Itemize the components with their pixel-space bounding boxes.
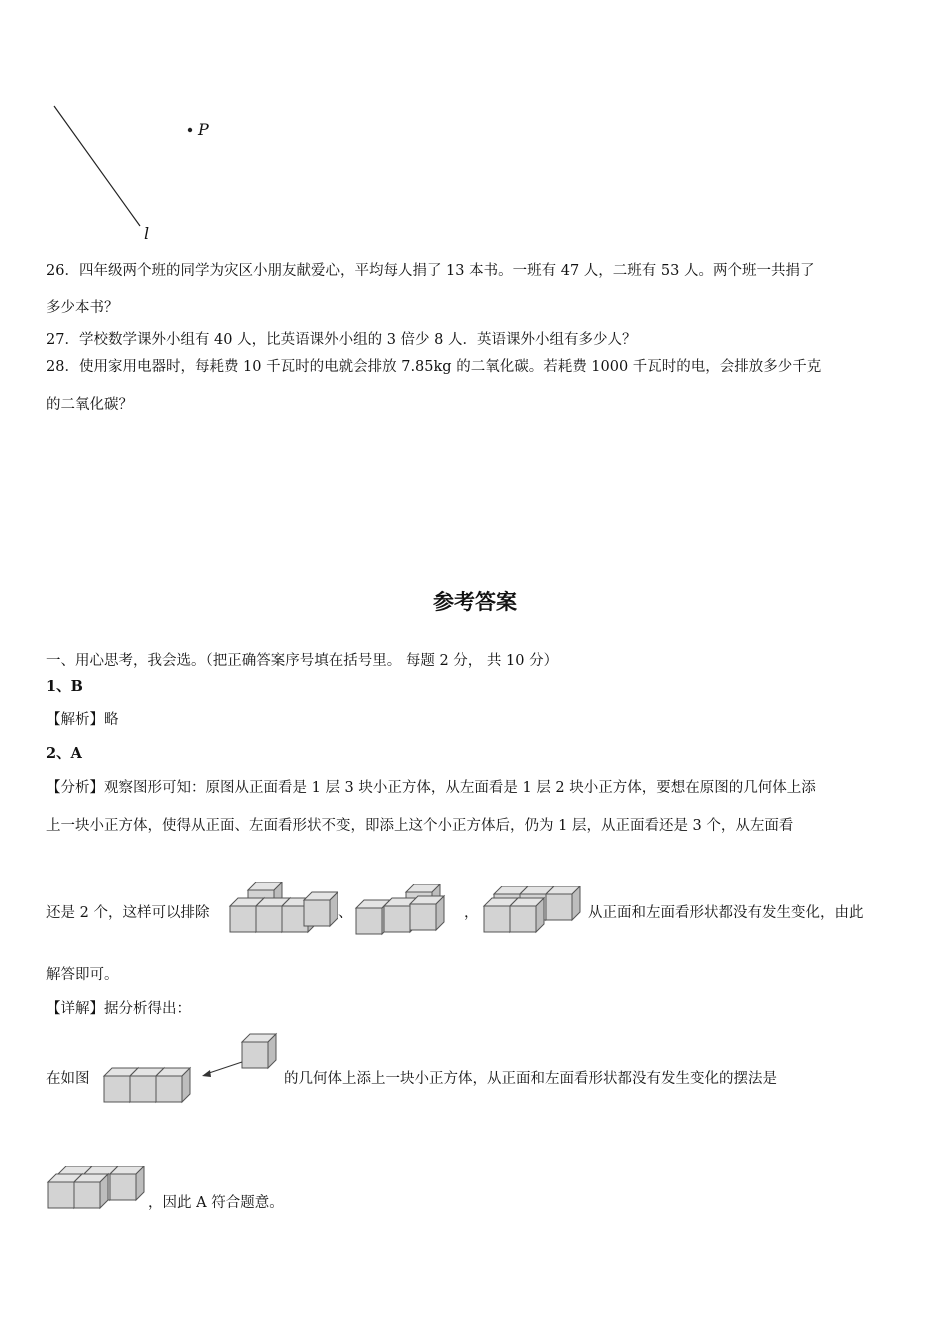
detail-text-post: 的几何体上添上一块小正方体，从正面和左面看形状都没有发生变化的摆法是 bbox=[284, 1071, 777, 1087]
cube-figure-option-1 bbox=[228, 882, 338, 934]
section-1-heading: 一、用心思考，我会选。（把正确答案序号填在括号里。 每题 2 分， 共 10 分） bbox=[46, 653, 559, 669]
point-p-label: P bbox=[198, 120, 209, 139]
answer-1-analysis: 【解析】略 bbox=[46, 712, 119, 728]
line-point-figure bbox=[48, 100, 248, 250]
answer-2-analysis-line3-post: 从正面和左面看形状都没有发生变化，由此 bbox=[588, 905, 864, 921]
answer-2-analysis-line4: 解答即可。 bbox=[46, 967, 119, 983]
cube-figure-answer bbox=[46, 1166, 156, 1212]
cube-figure-original bbox=[100, 1030, 285, 1105]
question-26-line2: 多少本书？ bbox=[46, 300, 119, 316]
answer-2: 2、A bbox=[46, 745, 82, 762]
cube-figure-option-2 bbox=[354, 884, 464, 936]
separator-1: 、 bbox=[338, 905, 353, 921]
answers-title: 参考答案 bbox=[433, 590, 517, 614]
question-28-line2: 的二氧化碳？ bbox=[46, 397, 133, 413]
question-26-line1: 26．四年级两个班的同学为灾区小朋友献爱心，平均每人捐了 13 本书。一班有 47 人，二班有 53 人。两个班一共捐了 bbox=[46, 263, 815, 279]
answer-2-analysis-line1: 【分析】观察图形可知：原图从正面看是 1 层 3 块小正方体，从左面看是 1 层 2 块小正方体，要想在原图的几何体上添 bbox=[46, 780, 816, 796]
separator-2: ， bbox=[464, 905, 479, 921]
conclusion-text: ，因此 A 符合题意。 bbox=[148, 1195, 284, 1211]
detail-heading: 【详解】据分析得出： bbox=[46, 1001, 191, 1017]
answer-1: 1、B bbox=[46, 678, 83, 695]
question-28-line1: 28．使用家用电器时，每耗费 10 千瓦时的电就会排放 7.85kg 的二氧化碳。若耗费 1000 千瓦时的电，会排放多少千克 bbox=[46, 359, 822, 375]
cube-figure-option-3 bbox=[482, 886, 592, 938]
answer-2-analysis-line3-pre: 还是 2 个，这样可以排除 bbox=[46, 905, 210, 921]
answer-2-analysis-line2: 上一块小正方体，使得从正面、左面看形状不变，即添上这个小正方体后，仍为 1 层，从正面看还是 3 个，从左面看 bbox=[46, 818, 794, 834]
question-27: 27．学校数学课外小组有 40 人，比英语课外小组的 3 倍少 8 人．英语课外小组有多少人？ bbox=[46, 332, 637, 348]
detail-text-pre: 在如图 bbox=[46, 1071, 90, 1087]
line-l-label: l bbox=[144, 224, 150, 243]
